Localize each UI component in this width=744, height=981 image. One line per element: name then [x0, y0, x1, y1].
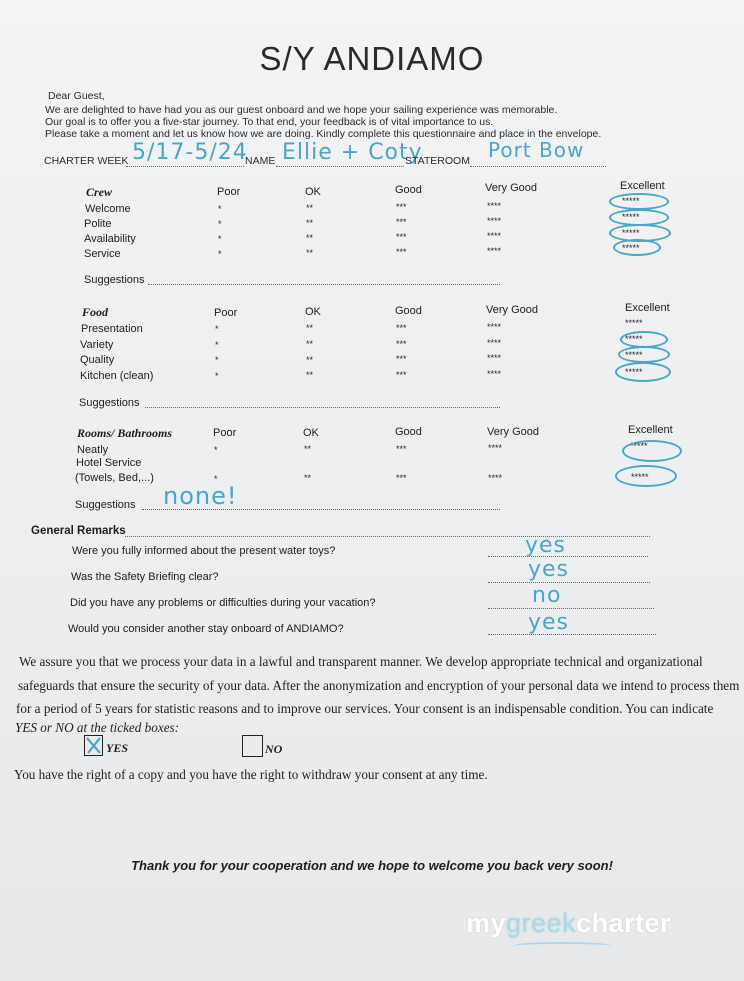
star-poor[interactable]: *	[215, 355, 219, 365]
page-title: S/Y ANDIAMO	[259, 40, 485, 77]
section-heading-food: Food	[82, 305, 109, 319]
star-excellent[interactable]: *****	[622, 228, 640, 238]
check-x-icon	[84, 735, 103, 756]
star-good[interactable]: ***	[396, 323, 407, 333]
star-very-good[interactable]: ****	[487, 338, 502, 348]
star-good[interactable]: ***	[396, 217, 407, 227]
rooms-row-neatly: Neatly	[77, 444, 109, 456]
col-ok: OK	[305, 306, 321, 318]
col-good: Good	[395, 426, 422, 438]
answer-line-problems[interactable]	[488, 608, 654, 609]
food-suggestions-line[interactable]	[145, 407, 500, 408]
star-poor[interactable]: *	[218, 234, 222, 244]
star-very-good[interactable]: ****	[487, 353, 502, 363]
privacy-line-2: safeguards that ensure the security of your data. After the anonymization and encryption of your personal data we intend to process them	[18, 678, 740, 693]
section-heading-rooms: Rooms/ Bathrooms	[77, 426, 173, 440]
general-remarks-label: General Remarks	[31, 525, 126, 537]
rooms-suggestions-label: Suggestions	[75, 499, 136, 511]
star-poor[interactable]: *	[215, 371, 219, 381]
watermark-part-3: charter	[576, 908, 672, 938]
question-safety-briefing: Was the Safety Briefing clear?	[71, 571, 219, 583]
star-ok[interactable]: **	[304, 473, 312, 483]
col-poor: Poor	[217, 186, 241, 198]
thank-you-text: Thank you for your cooperation and we hope to welcome you back very soon!	[131, 858, 613, 873]
star-good[interactable]: ***	[396, 473, 407, 483]
circled-excellent-quality	[618, 346, 670, 363]
crew-row-welcome: Welcome	[85, 203, 131, 215]
star-poor[interactable]: *	[215, 324, 219, 334]
name-line	[276, 166, 404, 167]
question-another-stay: Would you consider another stay onboard of ANDIAMO?	[68, 623, 344, 635]
circled-excellent-service	[613, 239, 661, 256]
consent-yes-label: YES	[106, 741, 129, 755]
star-ok[interactable]: **	[306, 370, 314, 380]
answer-another-stay[interactable]: yes	[528, 610, 570, 635]
circled-excellent-welcome	[609, 193, 669, 210]
name-label: NAME	[245, 155, 276, 167]
answer-water-toys[interactable]: yes	[525, 533, 567, 558]
answer-line-safety-briefing[interactable]	[488, 582, 650, 583]
star-excellent[interactable]: *****	[631, 472, 649, 482]
star-poor[interactable]: *	[218, 219, 222, 229]
food-row-quality: Quality	[80, 354, 115, 366]
col-very-good: Very Good	[487, 426, 539, 438]
star-excellent[interactable]: *****	[622, 243, 640, 253]
star-good[interactable]: ***	[396, 354, 407, 364]
star-ok[interactable]: **	[304, 444, 312, 454]
col-poor: Poor	[214, 307, 238, 319]
watermark-part-1: my	[466, 908, 507, 938]
stateroom-line	[470, 166, 606, 167]
star-excellent[interactable]: *****	[630, 441, 648, 451]
star-ok[interactable]: **	[306, 355, 314, 365]
intro-line-3: Please take a moment and let us know how we are doing. Kindly complete this questionnaire and place in the envelope.	[45, 128, 602, 140]
star-very-good[interactable]: ****	[488, 443, 503, 453]
answer-problems[interactable]: no	[532, 583, 562, 608]
star-excellent[interactable]: *****	[625, 367, 643, 377]
watermark-wave-icon	[512, 942, 612, 950]
stateroom-label: STATEROOM	[405, 155, 470, 167]
star-ok[interactable]: **	[306, 203, 314, 213]
star-poor[interactable]: *	[214, 474, 218, 484]
food-row-kitchen: Kitchen (clean)	[80, 370, 154, 382]
charter-week-line	[126, 166, 244, 167]
star-very-good[interactable]: ****	[488, 473, 503, 483]
circled-excellent-hotel-service	[615, 465, 677, 487]
star-very-good[interactable]: ****	[487, 369, 502, 379]
star-excellent[interactable]: *****	[625, 334, 643, 344]
star-ok[interactable]: **	[306, 248, 314, 258]
rooms-suggestions-value[interactable]: none!	[163, 482, 238, 510]
star-ok[interactable]: **	[306, 339, 314, 349]
star-good[interactable]: ***	[396, 247, 407, 257]
col-ok: OK	[303, 427, 319, 439]
stateroom-value[interactable]: Port Bow	[488, 138, 585, 162]
col-poor: Poor	[213, 427, 237, 439]
charter-week-label: CHARTER WEEK	[44, 155, 129, 167]
food-row-presentation: Presentation	[81, 323, 143, 335]
watermark-logo	[466, 908, 671, 939]
col-good: Good	[395, 305, 422, 317]
star-poor[interactable]: *	[218, 249, 222, 259]
greeting: Dear Guest,	[48, 90, 105, 102]
col-very-good: Very Good	[486, 304, 538, 316]
col-good: Good	[395, 184, 422, 196]
star-very-good[interactable]: ****	[487, 322, 502, 332]
star-good[interactable]: ***	[396, 202, 407, 212]
circled-excellent-neatly	[622, 440, 682, 462]
privacy-line-4: YES or NO at the ticked boxes:	[15, 720, 180, 735]
star-very-good[interactable]: ****	[487, 231, 502, 241]
crew-row-availability: Availability	[84, 233, 136, 245]
col-excellent: Excellent	[625, 302, 670, 314]
star-excellent[interactable]: *****	[625, 350, 643, 360]
privacy-line-3: for a period of 5 years for statistic reasons and to improve our services. Your consent is an indispensable condition. You can indicate	[16, 701, 714, 716]
section-heading-crew: Crew	[86, 185, 113, 199]
col-ok: OK	[305, 186, 321, 198]
star-excellent[interactable]: *****	[625, 318, 643, 328]
general-remarks-line[interactable]	[125, 536, 650, 537]
name-value[interactable]: Ellie + Coty	[282, 140, 423, 165]
star-ok[interactable]: **	[306, 323, 314, 333]
consent-yes-checkbox[interactable]	[84, 735, 103, 756]
food-suggestions-label: Suggestions	[79, 397, 140, 409]
charter-week-value[interactable]: 5/17-5/24	[132, 140, 248, 165]
food-row-variety: Variety	[80, 339, 114, 351]
star-good[interactable]: ***	[396, 444, 407, 454]
col-excellent: Excellent	[620, 180, 665, 192]
question-problems: Did you have any problems or difficulties during your vacation?	[70, 597, 376, 609]
star-poor[interactable]: *	[218, 204, 222, 214]
col-excellent: Excellent	[628, 424, 673, 436]
star-very-good[interactable]: ****	[487, 216, 502, 226]
star-ok[interactable]: **	[306, 218, 314, 228]
star-very-good[interactable]: ****	[487, 201, 502, 211]
star-good[interactable]: ***	[396, 232, 407, 242]
answer-safety-briefing[interactable]: yes	[528, 557, 570, 582]
star-poor[interactable]: *	[215, 340, 219, 350]
answer-line-another-stay[interactable]	[488, 634, 656, 635]
crew-suggestions-line[interactable]	[148, 284, 500, 285]
rooms-row-towels-bed: (Towels, Bed,...)	[75, 472, 154, 484]
question-water-toys: Were you fully informed about the present water toys?	[72, 545, 336, 557]
crew-row-service: Service	[84, 248, 121, 260]
crew-suggestions-label: Suggestions	[84, 274, 145, 286]
col-very-good: Very Good	[485, 182, 537, 194]
star-poor[interactable]: *	[214, 445, 218, 455]
star-excellent[interactable]: *****	[622, 212, 640, 222]
star-good[interactable]: ***	[396, 370, 407, 380]
watermark-part-2: greek	[506, 908, 577, 938]
crew-row-polite: Polite	[84, 218, 112, 230]
consent-no-label: NO	[265, 742, 283, 756]
intro-line-2: Our goal is to offer you a five-star journey. To that end, your feedback is of vital importance to us.	[45, 116, 494, 128]
intro-line-1: We are delighted to have had you as our guest onboard and we hope your sailing experience was memorable.	[45, 104, 558, 116]
privacy-line-1: We assure you that we process your data in a lawful and transparent manner. We develop appropriate technical and organizational	[19, 654, 703, 669]
star-ok[interactable]: **	[306, 233, 314, 243]
star-very-good[interactable]: ****	[487, 246, 502, 256]
star-good[interactable]: ***	[396, 339, 407, 349]
rights-text: You have the right of a copy and you have the right to withdraw your consent at any time.	[14, 767, 488, 782]
consent-no-checkbox[interactable]	[242, 735, 263, 757]
rooms-row-hotel-service: Hotel Service	[76, 457, 142, 469]
circled-excellent-kitchen	[615, 362, 671, 382]
star-excellent[interactable]: *****	[622, 196, 640, 206]
